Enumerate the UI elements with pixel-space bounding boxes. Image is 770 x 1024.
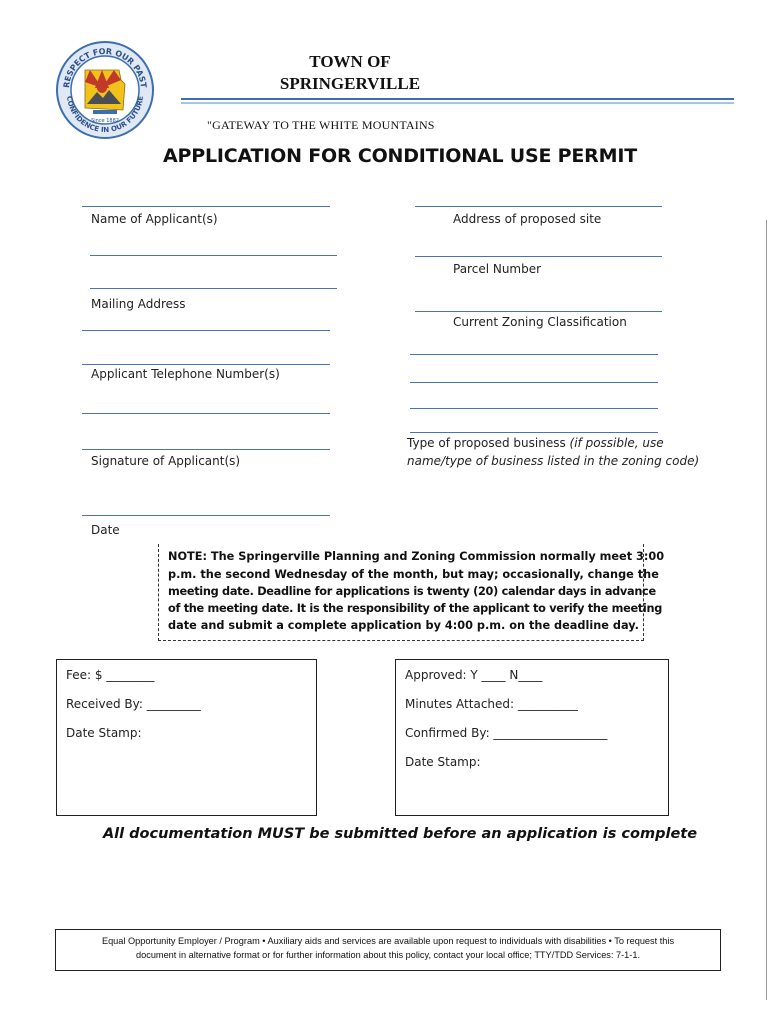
phone-label: Applicant Telephone Number(s) xyxy=(91,367,280,381)
documentation-notice: All documentation MUST be submitted before an application is complete xyxy=(102,826,698,842)
header-rule xyxy=(181,98,734,100)
business-label xyxy=(407,436,664,450)
zoning-line[interactable] xyxy=(410,354,658,355)
received-field[interactable]: Received By: _________ xyxy=(66,697,201,711)
note-line-2: p.m. the second Wednesday of the month, but may; occasionally, change the xyxy=(168,568,659,581)
seal-year: Since 1882 xyxy=(91,118,119,124)
town-name-line1: TOWN OF xyxy=(309,52,391,71)
office-box-left xyxy=(56,659,317,816)
town-name-line2: SPRINGERVILLE xyxy=(279,74,421,93)
form-title: APPLICATION FOR CONDITIONAL USE PERMIT xyxy=(163,145,637,167)
note-line-1: NOTE: The Springerville Planning and Zoning Commission normally meet 3:00 xyxy=(168,550,665,563)
date-line[interactable] xyxy=(82,515,330,516)
signature-line[interactable] xyxy=(82,449,330,450)
address-label: Address of proposed site xyxy=(453,212,602,226)
note-line-3: meeting date. Deadline for applications is twenty (20) calendar days in advance xyxy=(168,585,656,598)
business-label-hint-2: name/type of business listed in the zoning code) xyxy=(407,454,700,468)
town-motto: "GATEWAY TO THE WHITE MOUNTAINS xyxy=(207,118,435,132)
name-line-3[interactable] xyxy=(90,288,337,289)
business-line-1[interactable] xyxy=(410,382,658,383)
business-line-3[interactable] xyxy=(410,432,658,433)
address-line-2[interactable] xyxy=(415,256,662,257)
signature-label: Signature of Applicant(s) xyxy=(91,454,241,468)
note-box xyxy=(158,544,665,641)
approved-field[interactable]: Approved: Y ____ N____ xyxy=(405,668,543,682)
scrollbar[interactable] xyxy=(766,220,767,1000)
seal-text-bottom: CONFIDENCE IN OUR FUTURE xyxy=(64,95,145,135)
zoning-label: Current Zoning Classification xyxy=(453,315,627,329)
date-stamp-right[interactable]: Date Stamp: xyxy=(405,755,481,769)
name-label: Name of Applicant(s) xyxy=(91,212,218,226)
footer-line-1: Equal Opportunity Employer / Program • Auxiliary aids and services are available upon request to individuals with disabilities • To request this xyxy=(101,936,675,946)
name-line[interactable] xyxy=(82,206,330,207)
office-box-right xyxy=(395,659,669,816)
note-line-5: date and submit a complete application by 4:00 p.m. on the deadline day. xyxy=(168,619,639,632)
seal-icon xyxy=(55,40,155,140)
mailing-line-2[interactable] xyxy=(82,364,330,365)
mailing-line[interactable] xyxy=(82,330,330,331)
minutes-field[interactable]: Minutes Attached: __________ xyxy=(405,697,578,711)
business-line-2[interactable] xyxy=(410,408,658,409)
address-line[interactable] xyxy=(415,206,662,207)
phone-line[interactable] xyxy=(82,413,330,414)
confirmed-field[interactable]: Confirmed By: ___________________ xyxy=(405,726,608,740)
date-label: Date xyxy=(91,523,120,537)
business-label-text: Type of proposed business xyxy=(407,436,570,450)
note-line-4: of the meeting date. It is the responsibility of the applicant to verify the meeting xyxy=(168,602,663,615)
fee-field[interactable]: Fee: $ ________ xyxy=(66,668,155,682)
footer-line-2: document in alternative format or for further information about this policy, contact your local office; TTY/TDD Services: 7-1-1. xyxy=(136,950,640,960)
date-stamp-left[interactable]: Date Stamp: xyxy=(66,726,142,740)
business-label-hint: (if possible, use xyxy=(569,436,664,450)
name-line-2[interactable] xyxy=(90,255,337,256)
parcel-label: Parcel Number xyxy=(453,262,542,276)
town-seal xyxy=(55,40,155,140)
footer-box xyxy=(55,929,721,971)
seal-text-top: RESPECT FOR OUR PAST xyxy=(61,46,148,89)
parcel-line[interactable] xyxy=(415,311,662,312)
header-rule-2 xyxy=(181,102,734,104)
mailing-label: Mailing Address xyxy=(91,297,186,311)
